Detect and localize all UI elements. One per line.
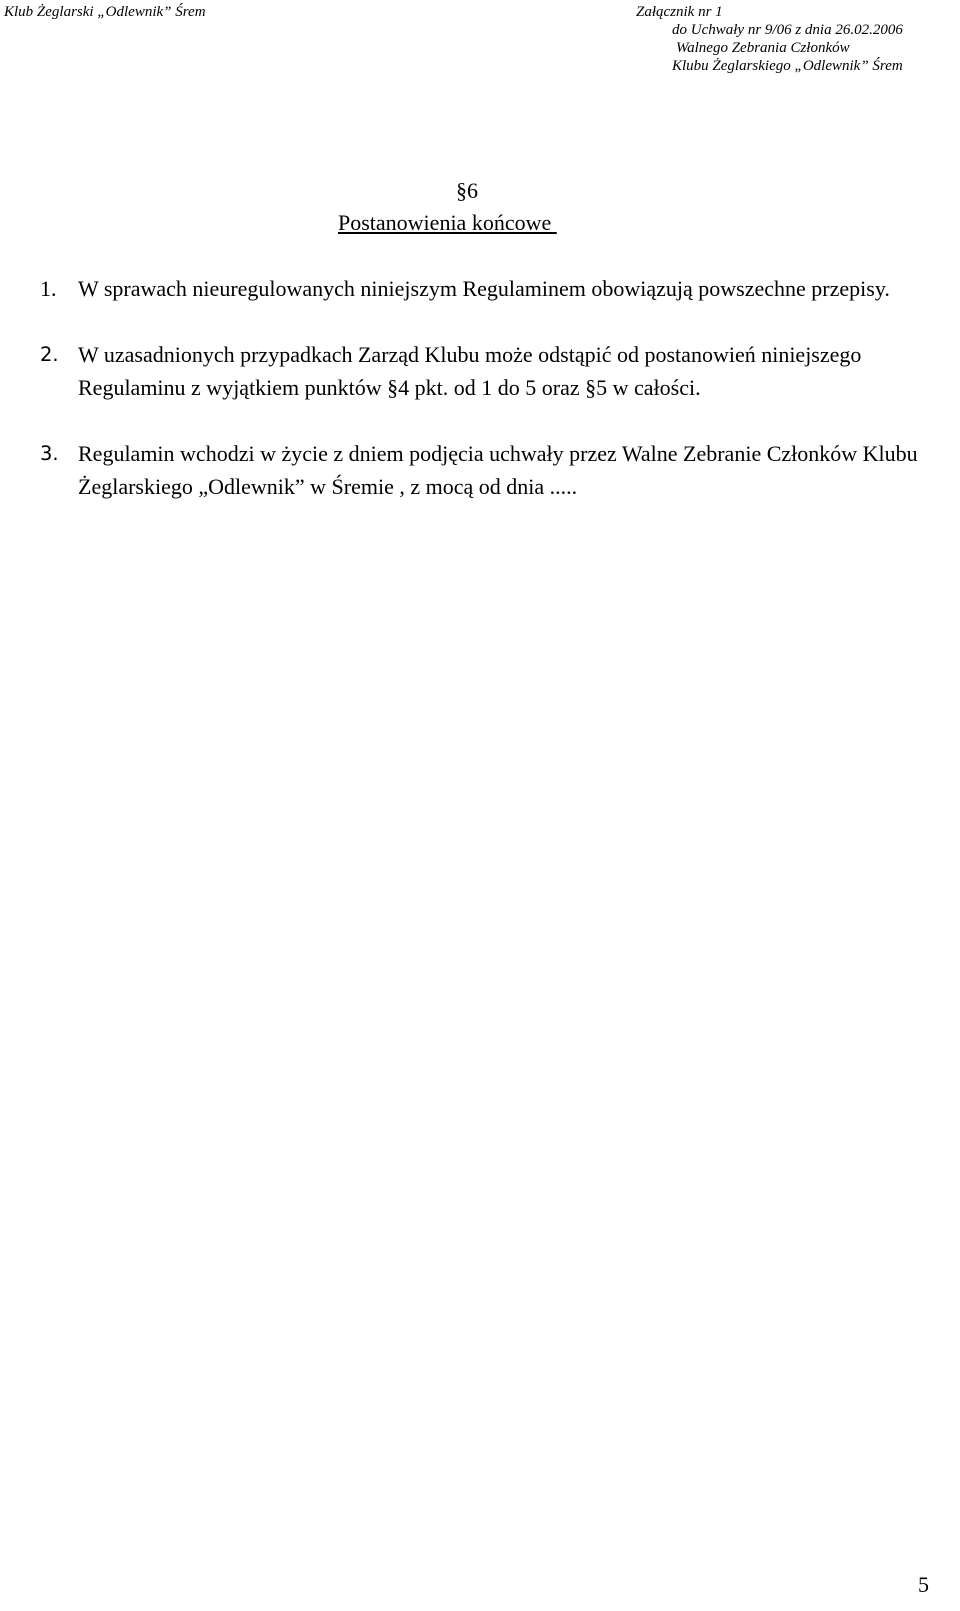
header-attachment-label: Załącznik nr 1 <box>636 4 723 20</box>
list-item-text: W sprawach nieuregulowanych niniejszym Regulaminem obowiązują powszechne przepisy. <box>78 276 890 301</box>
list-item-number: 1. <box>40 276 57 301</box>
header-club-name: Klub Żeglarski „Odlewnik” Śrem <box>4 4 206 20</box>
header-assembly-line: Walnego Zebrania Członków <box>676 40 850 56</box>
list-item-text: Regulamin wchodzi w życie z dniem podjęcia uchwały przez Walne Zebranie Członków Klubu Żeglarskiego „Odlewnik” w Śremie , z mocą od dnia ..... <box>78 441 918 499</box>
header-attachment-info <box>636 3 903 75</box>
section-mark: §6 <box>456 178 478 203</box>
section-title: Postanowienia końcowe <box>338 210 557 235</box>
page-number: 5 <box>918 1572 929 1597</box>
list-item-number: 3. <box>40 442 59 465</box>
header-resolution-line: do Uchwały nr 9/06 z dnia 26.02.2006 <box>672 22 903 38</box>
header-club-line: Klubu Żeglarskiego „Odlewnik” Śrem <box>672 58 903 74</box>
list-item-text: W uzasadnionych przypadkach Zarząd Klubu może odstąpić od postanowień niniejszego Regulaminu z wyjątkiem punktów §4 pkt. od 1 do 5 oraz §5 w całości. <box>78 342 862 400</box>
list-item-number: 2. <box>40 343 59 366</box>
